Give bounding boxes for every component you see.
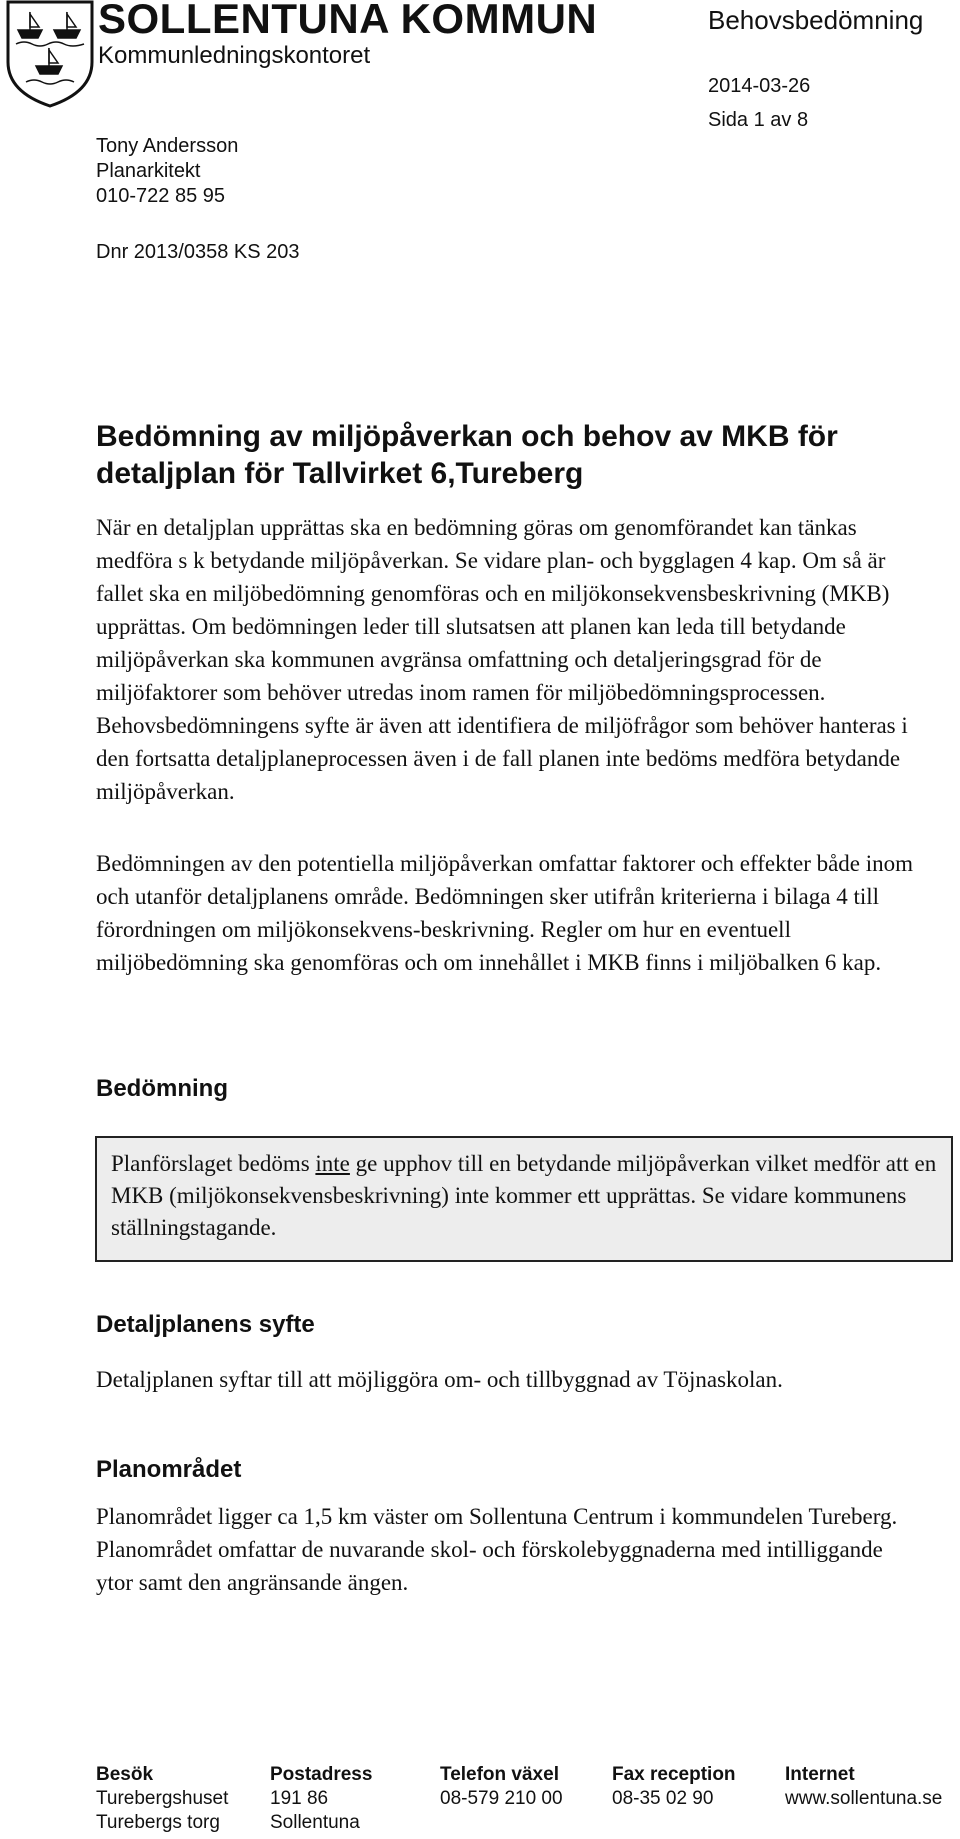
- contact-name: Tony Andersson: [96, 135, 239, 157]
- purpose-paragraph: Detaljplanen syftar till att möjliggöra om- och tillbyggnad av Töjnaskolan.: [96, 1367, 783, 1392]
- organization-department: Kommunledningskontoret: [98, 42, 371, 69]
- registration-number: Dnr 2013/0358 KS 203: [96, 241, 300, 263]
- footer-fax: Fax reception 08-35 02 90: [612, 1764, 736, 1809]
- website-link[interactable]: www.sollentuna.se: [785, 1788, 943, 1809]
- assessment-box: [95, 1136, 953, 1262]
- assessment-text: Planförslaget bedöms inte ge upphov till en betydande miljöpåverkan vilket medför att en MKB (miljökonsekvensbeskrivning) inte kommer ett upprättas. Se vidare kommunens ställningstagande.: [111, 1151, 937, 1240]
- section-heading-purpose: Detaljplanens syfte: [96, 1311, 315, 1338]
- contact-phone: 010-722 85 95: [96, 185, 226, 207]
- document-date: 2014-03-26: [708, 75, 811, 97]
- footer-internet: Internet www.sollentuna.se: [785, 1764, 943, 1809]
- document-title: Bedömning av miljöpåverkan och behov av MKB för detaljplan för Tallvirket 6,Tureberg: [96, 420, 838, 490]
- contact-role: Planarkitekt: [96, 160, 201, 182]
- organization-name: SOLLENTUNA KOMMUN: [98, 0, 598, 42]
- municipality-coat-of-arms-logo: [4, 0, 96, 108]
- section-heading-plan-area: Planområdet: [96, 1456, 242, 1483]
- page-number: Sida 1 av 8: [708, 109, 809, 131]
- footer-visit: Besök Turebergshuset Turebergs torg: [96, 1764, 229, 1833]
- emphasis-underlined: inte: [315, 1151, 350, 1176]
- footer-postal-address: Postadress 191 86 Sollentuna: [270, 1764, 373, 1833]
- footer-phone: Telefon växel 08-579 210 00: [440, 1764, 563, 1809]
- section-heading-assessment: Bedömning: [96, 1075, 228, 1102]
- document-type: Behovsbedömning: [708, 5, 924, 35]
- intro-paragraph: När en detaljplan upprättas ska en bedömning göras om genomförandet kan tänkas medföra s k betydande miljöpåverkan. Se vidare plan- och bygglagen 4 kap. Om så är fallet ska en miljöbedömning genomföras och en miljökonsekvensbeskrivning (MKB) upprättas. Om bedömningen leder till slutsatsen att planen kan leda till betydande miljöpåverkan ska kommunen avgränsa omfattning och detaljeringsgrad för de miljöfaktorer som behöver utredas inom ramen för miljöbedömningsprocessen. Behovsbedömningens syfte är även att identifiera de miljöfrågor som behöver hanteras i den fortsatta detaljplaneprocessen även i de fall planen inte bedöms medföra betydande miljöpåverkan.: [96, 515, 908, 804]
- intro-paragraph: Bedömningen av den potentiella miljöpåverkan omfattar faktorer och effekter både inom och utanför detaljplanens område. Bedömningen sker utifrån kriterierna i bilaga 4 till förordningen om miljökonsekvens-beskrivning. Regler om hur en eventuell miljöbedömning ska genomföras och om innehållet i MKB finns i miljöbalken 6 kap.: [96, 851, 914, 975]
- plan-area-paragraph: Planområdet ligger ca 1,5 km väster om Sollentuna Centrum i kommundelen Tureberg. Planområdet omfattar de nuvarande skol- och förskolebyggnaderna med intilliggande ytor samt den angränsande ängen.: [96, 1504, 898, 1595]
